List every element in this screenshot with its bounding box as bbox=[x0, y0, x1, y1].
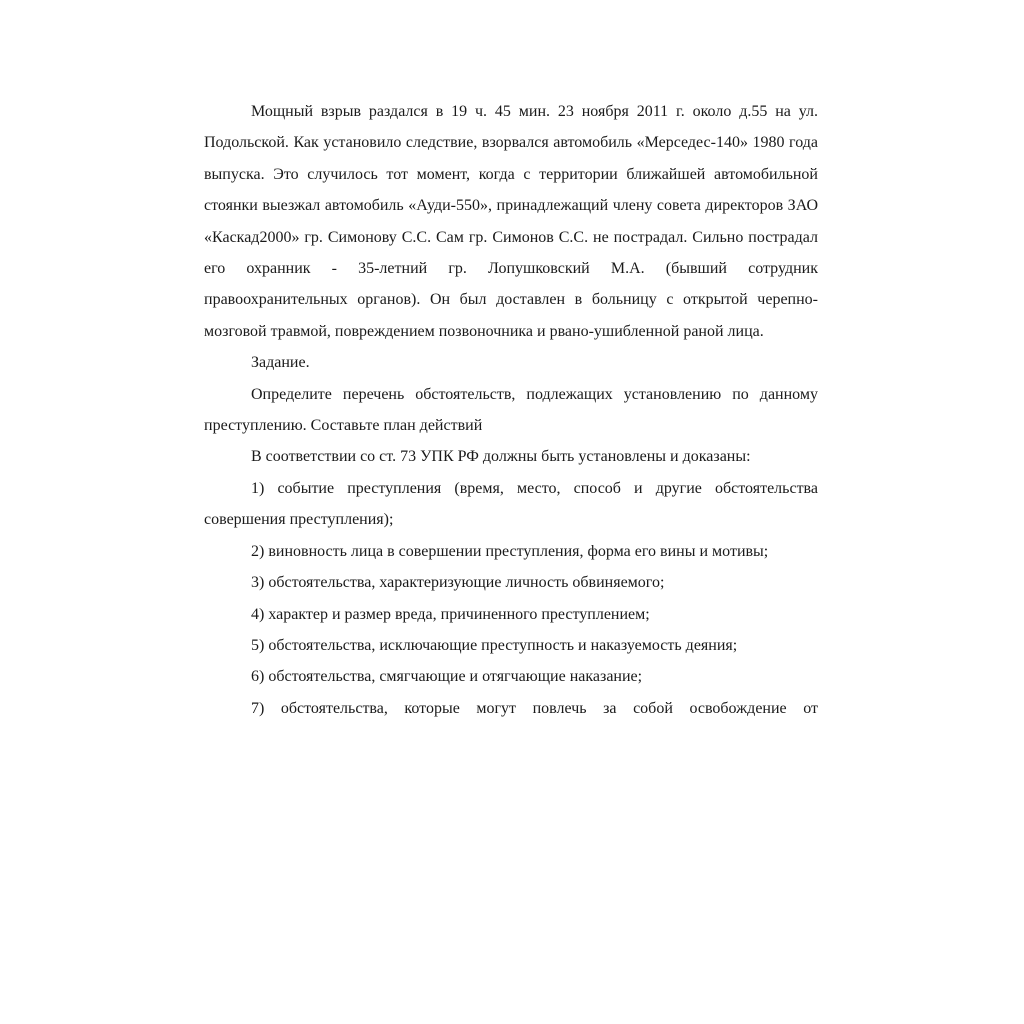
list-item-2: 2) виновность лица в совершении преступления, форма его вины и мотивы; bbox=[251, 542, 769, 560]
paragraph-task-heading: Задание. bbox=[251, 354, 310, 372]
list-item-1: 1) событие преступления (время, место, способ и другие обстоятельства совершения преступления); bbox=[204, 479, 818, 529]
paragraph-task-text: Определите перечень обстоятельств, подлежащих установлению по данному преступлению. Составьте план действий bbox=[204, 385, 818, 435]
document-text bbox=[204, 96, 818, 724]
list-item-6: 6) обстоятельства, смягчающие и отягчающие наказание; bbox=[251, 668, 643, 686]
list-item-7: 7) обстоятельства, которые могут повлечь за собой освобождение от bbox=[251, 699, 818, 717]
list-item-4: 4) характер и размер вреда, причиненного преступлением; bbox=[251, 605, 650, 623]
list-item-5: 5) обстоятельства, исключающие преступность и наказуемость деяния; bbox=[251, 636, 738, 654]
paragraph-incident-description: Мощный взрыв раздался в 19 ч. 45 мин. 23 ноября 2011 г. около д.55 на ул. Подольской. Как установило следствие, взорвался автомобиль «Мерседес-140» 1980 года выпуска. Это случилось тот момент, когда с территории ближайшей автомобильной стоянки выезжал автомобиль «Ауди-550», принадлежащий члену совета директоров ЗАО «Каскад2000» гр. Симонову С.С. Сам гр. Симонов С.С. не пострадал. Сильно пострадал его охранник - 35-летний гр. Лопушковский М.А. (бывший сотрудник правоохранительных органов). Он был доставлен в больницу с открытой черепно-мозговой травмой, повреждением позвоночника и рвано-ушибленной раной лица. bbox=[204, 103, 818, 340]
list-item-3: 3) обстоятельства, характеризующие личность обвиняемого; bbox=[251, 574, 665, 592]
paragraph-article-73-intro: В соответствии со ст. 73 УПК РФ должны быть установлены и доказаны: bbox=[251, 448, 751, 466]
